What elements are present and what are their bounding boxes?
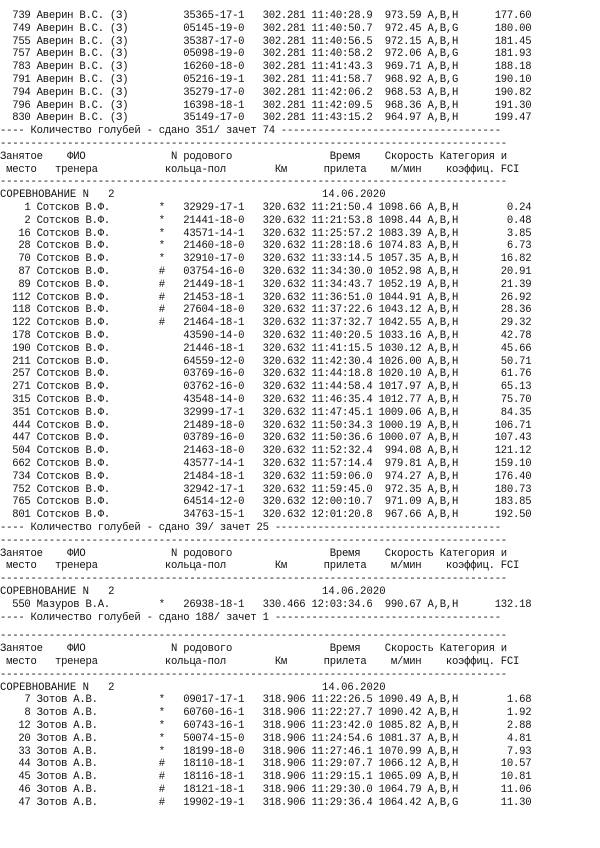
result-row: 755 Аверин В.С. (З) 35387-17-0 302.281 11:40:56.5 972.15 A,B,H 181.45 <box>0 35 532 48</box>
summary-line: ---- Количество голубей - сдано 188/ зачет 1 ------------------------------------- <box>0 611 501 624</box>
result-row: 447 Сотсков В.Ф. 03789-16-0 320.632 11:50:36.6 1000.07 A,B,H 107.43 <box>0 432 532 445</box>
competition-title: СОРЕВНОВАНИЕ N 2 <box>0 586 115 598</box>
result-row: 765 Сотсков В.Ф. 64514-12-0 320.632 12:00:10.7 971.09 A,B,H 183.85 <box>0 496 532 509</box>
result-row: 46 Зотов А.В. # 18121-18-1 318.906 11:29:30.0 1064.79 A,B,H 11.06 <box>0 784 532 796</box>
summary-line: ---- Количество голубей - сдано 39/ зачет 25 ------------------------------------- <box>0 522 501 534</box>
result-row: 8 Зотов А.В. * 60760-16-1 318.906 11:22:27.7 1090.42 A,B,H 1.92 <box>0 707 532 720</box>
result-row: 87 Сотсков В.Ф. # 03754-16-0 320.632 11:34:30.0 1052.98 A,B,H 20.91 <box>0 266 532 278</box>
result-row: 112 Сотсков В.Ф. # 21453-18-1 320.632 11:36:51.0 1044.91 A,B,H 26.92 <box>0 291 532 304</box>
result-row: 12 Зотов А.В. * 60743-16-1 318.906 11:23:42.0 1085.82 A,B,H 2.88 <box>0 720 532 732</box>
result-row: 190 Сотсков В.Ф. 21446-18-1 320.632 11:41:15.5 1030.12 A,B,H 45.66 <box>0 342 532 355</box>
competition-date: 14.06.2020 <box>322 681 386 694</box>
result-row: 45 Зотов А.В. # 18116-18-1 318.906 11:29:15.1 1065.09 A,B,H 10.81 <box>0 771 532 784</box>
result-row: 33 Зотов А.В. * 18199-18-0 318.906 11:27:46.1 1070.99 A,B,H 7.93 <box>0 745 532 758</box>
result-row: 801 Сотсков В.Ф. 34763-15-1 320.632 12:01:20.8 967.66 A,B,H 192.50 <box>0 509 532 522</box>
result-row: 44 Зотов А.В. # 18110-18-1 318.906 11:29:07.7 1066.12 A,B,H 10.57 <box>0 758 532 771</box>
result-row: 271 Сотсков В.Ф. 03762-16-0 320.632 11:44:58.4 1017.97 A,B,H 65.13 <box>0 381 532 394</box>
result-row: 794 Аверин В.С. (З) 35279-17-0 302.281 11:42:06.2 968.53 A,B,H 190.82 <box>0 86 532 99</box>
result-row: 211 Сотсков В.Ф. 64559-12-0 320.632 11:42:30.4 1026.00 A,B,H 50.71 <box>0 355 532 368</box>
summary-line: ---- Количество голубей - сдано 351/ зачет 74 ------------------------------------ <box>0 125 501 138</box>
competition-line <box>0 189 386 202</box>
separator-line: ----------------------------------------------------------------------------------- <box>0 138 507 150</box>
result-row: 550 Мазуров В.А. * 26938-18-1 330.466 12:03:34.6 990.67 A,B,H 132.18 <box>0 598 532 611</box>
result-row: 89 Сотсков В.Ф. # 21449-18-1 320.632 11:34:43.7 1052.19 A,B,H 21.39 <box>0 278 532 291</box>
result-row: 739 Аверин В.С. (З) 35365-17-1 302.281 11:40:28.9 973.59 A,B,H 177.60 <box>0 10 532 22</box>
separator-line: ----------------------------------------------------------------------------------- <box>0 573 507 586</box>
result-row: 783 Аверин В.С. (З) 16260-18-0 302.281 11:41:43.3 969.71 A,B,H 188.18 <box>0 61 532 74</box>
competition-title: СОРЕВНОВАНИЕ N 2 <box>0 681 115 694</box>
result-row: 20 Зотов А.В. * 50074-15-0 318.906 11:24:54.6 1081.37 A,B,H 4.81 <box>0 732 532 745</box>
result-row: 1 Сотсков В.Ф. * 32929-17-1 320.632 11:21:50.4 1098.66 A,B,H 0.24 <box>0 202 532 214</box>
result-row: 118 Сотсков В.Ф. # 27604-18-0 320.632 11:37:22.6 1043.12 A,B,H 28.36 <box>0 304 532 317</box>
column-header-line: место тренера кольца-пол Км прилета м/мин коэффиц. FCI <box>0 656 520 668</box>
result-row: 351 Сотсков В.Ф. 32999-17-1 320.632 11:47:45.1 1009.06 A,B,H 84.35 <box>0 406 532 419</box>
result-row: 257 Сотсков В.Ф. 03769-16-0 320.632 11:44:18.8 1020.10 A,B,H 61.76 <box>0 368 532 381</box>
result-row: 791 Аверин В.С. (З) 05216-19-1 302.281 11:41:58.7 968.92 A,B,G 190.10 <box>0 74 532 86</box>
result-row: 47 Зотов А.В. # 19902-19-1 318.906 11:29:36.4 1064.42 A,B,G 11.30 <box>0 796 532 809</box>
competition-date: 14.06.2020 <box>322 586 386 598</box>
result-row: 757 Аверин В.С. (З) 05098-19-0 302.281 11:40:58.2 972.06 A,B,G 181.93 <box>0 48 532 61</box>
separator-line: ----------------------------------------------------------------------------------- <box>0 534 507 547</box>
result-row: 734 Сотсков В.Ф. 21484-18-1 320.632 11:59:06.0 974.27 A,B,H 176.40 <box>0 470 532 483</box>
result-row: 830 Аверин В.С. (З) 35149-17-0 302.281 11:43:15.2 964.97 A,B,H 199.47 <box>0 112 532 125</box>
result-row: 122 Сотсков В.Ф. # 21464-18-1 320.632 11:37:32.7 1042.55 A,B,H 29.32 <box>0 317 532 330</box>
competition-date: 14.06.2020 <box>322 189 386 202</box>
column-header-line: Занятое ФИО N родового Время Скорость Категория и <box>0 643 507 656</box>
result-row: 796 Аверин В.С. (З) 16398-18-1 302.281 11:42:09.5 968.36 A,B,H 191.30 <box>0 99 532 112</box>
result-row: 662 Сотсков В.Ф. 43577-14-1 320.632 11:57:14.4 979.81 A,B,H 159.10 <box>0 458 532 470</box>
result-row: 7 Зотов А.В. * 09017-17-1 318.906 11:22:26.5 1090.49 A,B,H 1.68 <box>0 694 532 707</box>
result-row: 752 Сотсков В.Ф. 32942-17-1 320.632 11:59:45.0 972.35 A,B,H 180.73 <box>0 483 532 496</box>
column-header-line: место тренера кольца-пол Км прилета м/мин коэффиц. FCI <box>0 560 520 573</box>
competition-line <box>0 586 386 599</box>
result-row: 444 Сотсков В.Ф. 21489-18-0 320.632 11:50:34.3 1000.19 A,B,H 106.71 <box>0 419 532 432</box>
result-row: 2 Сотсков В.Ф. * 21441-18-0 320.632 11:21:53.8 1098.44 A,B,H 0.48 <box>0 214 532 227</box>
result-row: 178 Сотсков В.Ф. 43590-14-0 320.632 11:40:20.5 1033.16 A,B,H 42.78 <box>0 330 532 342</box>
competition-title: СОРЕВНОВАНИЕ N 2 <box>0 189 115 202</box>
result-row: 315 Сотсков В.Ф. 43548-14-0 320.632 11:46:35.4 1012.77 A,B,H 75.70 <box>0 394 532 406</box>
column-header-line: Занятое ФИО N родового Время Скорость Категория и <box>0 547 507 560</box>
result-row: 749 Аверин В.С. (З) 05145-19-0 302.281 11:40:50.7 972.45 A,B,G 180.00 <box>0 22 532 35</box>
separator-line: ----------------------------------------------------------------------------------- <box>0 630 507 643</box>
separator-line: ----------------------------------------------------------------------------------- <box>0 668 507 681</box>
separator-line: ----------------------------------------------------------------------------------- <box>0 176 507 189</box>
result-row: 28 Сотсков В.Ф. * 21460-18-0 320.632 11:28:18.6 1074.83 A,B,H 6.73 <box>0 240 532 253</box>
result-row: 70 Сотсков В.Ф. * 32910-17-0 320.632 11:33:14.5 1057.35 A,B,H 16.82 <box>0 253 532 266</box>
result-row: 16 Сотсков В.Ф. * 43571-14-1 320.632 11:25:57.2 1083.39 A,B,H 3.85 <box>0 227 532 240</box>
competition-line <box>0 681 386 695</box>
column-header-line: Занятое ФИО N родового Время Скорость Категория и <box>0 150 507 163</box>
column-header-line: место тренера кольца-пол Км прилета м/мин коэффиц. FCI <box>0 163 520 176</box>
result-row: 504 Сотсков В.Ф. 21463-18-0 320.632 11:52:32.4 994.08 A,B,H 121.12 <box>0 445 532 458</box>
